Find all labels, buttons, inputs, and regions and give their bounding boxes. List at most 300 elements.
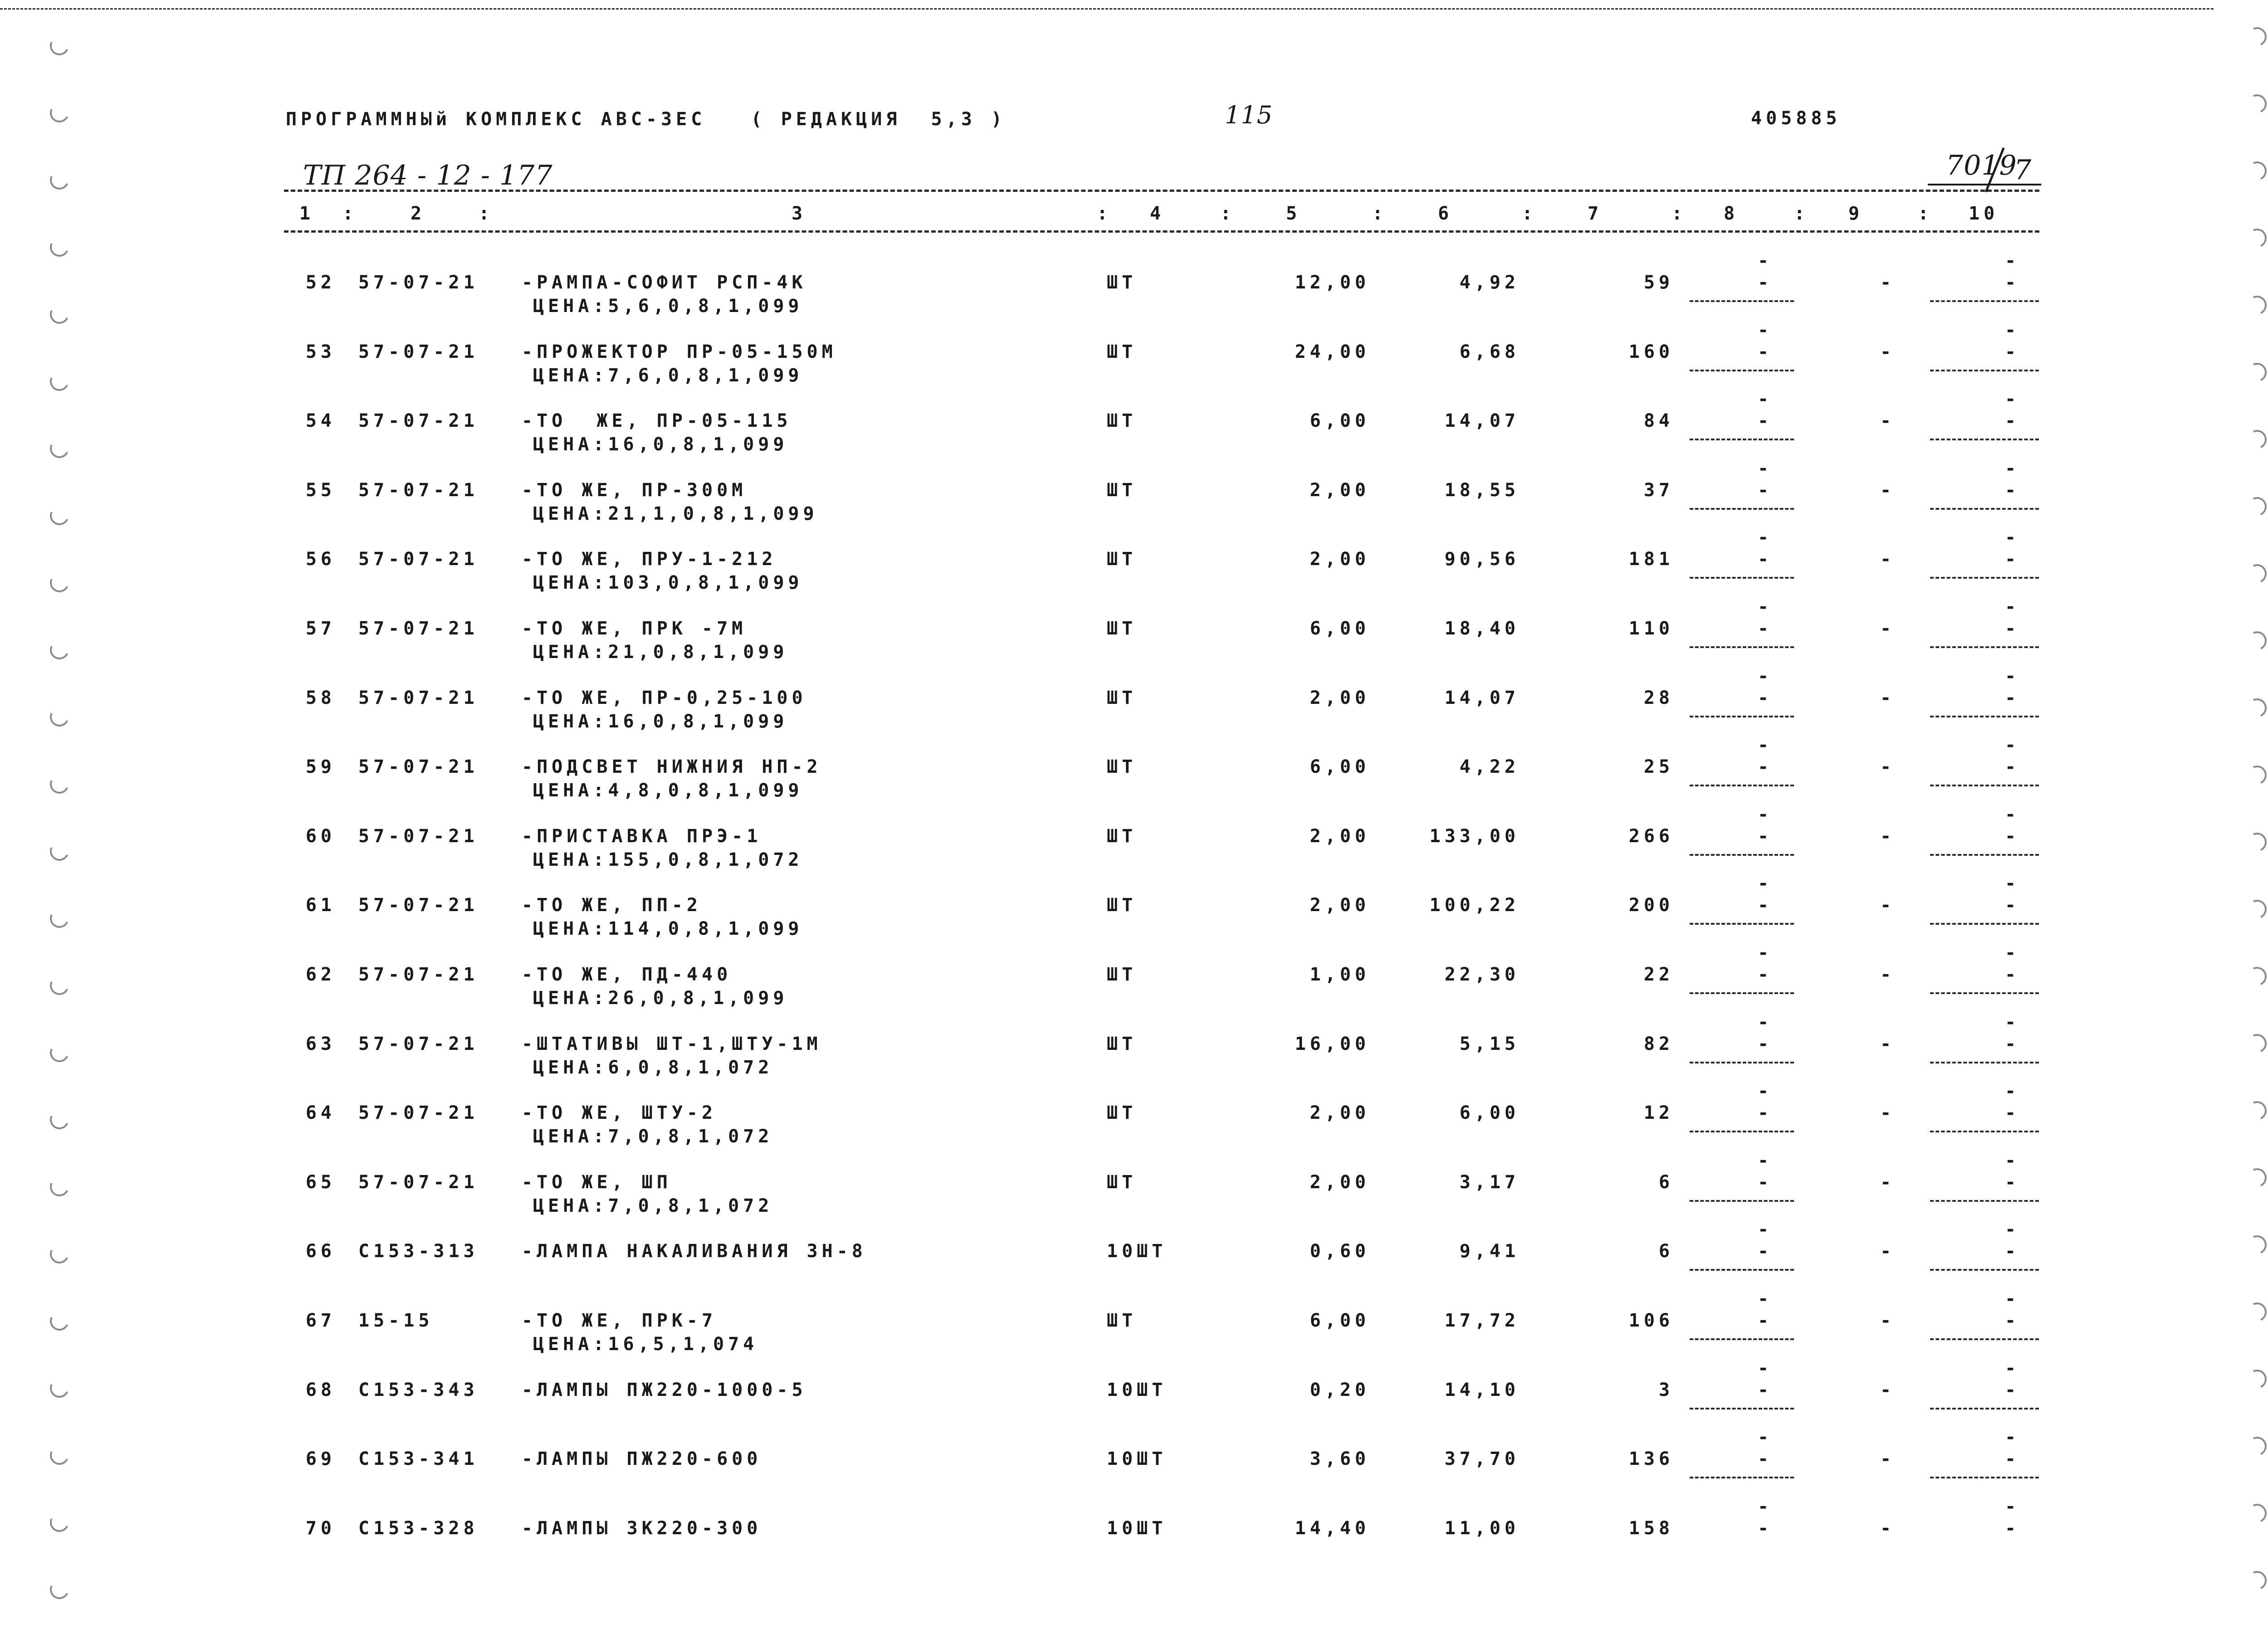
- col10-dash: -: [2005, 687, 2020, 708]
- col10-underline: [1930, 646, 2039, 648]
- col10-upper-dash: -: [2005, 527, 2020, 548]
- feed-hole-icon: [2245, 1300, 2268, 1324]
- col10-upper-dash: -: [2005, 319, 2020, 341]
- row-cost: 14,07: [1444, 687, 1520, 708]
- col8-underline: [1690, 439, 1794, 440]
- col8-upper-dash: -: [1758, 1081, 1773, 1102]
- row-price: ЦЕНА:16,0,8,1,099: [533, 711, 788, 732]
- col9-dash: -: [1880, 1102, 1896, 1124]
- row-total: 158: [1628, 1517, 1674, 1539]
- top-edge-line: [0, 8, 2214, 10]
- feed-hole-icon: [2245, 159, 2268, 183]
- row-code: 57-07-21: [358, 1102, 479, 1124]
- col8-dash: -: [1758, 687, 1773, 708]
- row-cost: 6,68: [1459, 341, 1520, 362]
- row-price: ЦЕНА:103,0,8,1,099: [533, 572, 803, 594]
- row-cost: 14,07: [1444, 410, 1520, 432]
- col8-dash: -: [1758, 825, 1773, 847]
- row-unit: ШТ: [1107, 895, 1137, 916]
- col8-underline: [1690, 577, 1794, 579]
- feed-hole-icon: [47, 503, 72, 528]
- col9-dash: -: [1880, 618, 1896, 639]
- col8-underline: [1690, 1269, 1794, 1271]
- col8-upper-dash: -: [1758, 527, 1773, 548]
- feed-hole-icon: [47, 168, 72, 192]
- doc-code: 405885: [1751, 108, 1841, 129]
- col8-underline: [1690, 1200, 1794, 1202]
- col8-upper-dash: -: [1758, 596, 1773, 617]
- row-qty: 0,60: [1310, 1241, 1370, 1262]
- feed-hole-icon: [47, 638, 72, 662]
- row-cost: 6,00: [1459, 1102, 1520, 1124]
- col10-dash: -: [2005, 825, 2020, 847]
- col9-dash: -: [1880, 410, 1896, 432]
- row-total: 136: [1628, 1449, 1674, 1470]
- row-price: ЦЕНА:16,0,8,1,099: [533, 434, 788, 455]
- row-code: 57-07-21: [358, 618, 479, 639]
- col-3: 3: [792, 203, 807, 224]
- row-number: 70: [305, 1517, 336, 1539]
- col8-dash: -: [1758, 1449, 1773, 1470]
- row-price: ЦЕНА:7,6,0,8,1,099: [533, 365, 803, 386]
- col9-dash: -: [1880, 1033, 1896, 1054]
- feed-hole-icon: [47, 1376, 72, 1400]
- row-cost: 133,00: [1429, 825, 1520, 847]
- col-sep-4: :: [1097, 203, 1112, 224]
- col8-upper-dash: -: [1758, 804, 1773, 825]
- row-name: -ЛАМПА НАКАЛИВАНИЯ ЗН-8: [522, 1241, 867, 1262]
- row-name: -ПРИСТАВКА ПРЭ-1: [522, 825, 762, 847]
- col10-upper-dash: -: [2005, 389, 2020, 410]
- col10-upper-dash: -: [2005, 1011, 2020, 1033]
- col8-upper-dash: -: [1758, 665, 1773, 687]
- col-sep-9: :: [1794, 203, 1809, 224]
- col8-upper-dash: -: [1758, 1496, 1773, 1517]
- col9-dash: -: [1880, 1241, 1896, 1262]
- col10-dash: -: [2005, 895, 2020, 916]
- col8-dash: -: [1758, 895, 1773, 916]
- col10-dash: -: [2005, 341, 2020, 362]
- row-unit: ШТ: [1107, 687, 1137, 708]
- col10-underline: [1930, 1408, 2039, 1410]
- row-price: ЦЕНА:21,0,8,1,099: [533, 642, 788, 663]
- col9-dash: -: [1880, 1449, 1896, 1470]
- row-code: 57-07-21: [358, 1033, 479, 1054]
- row-qty: 0,20: [1310, 1379, 1370, 1400]
- col10-underline: [1930, 300, 2039, 302]
- row-qty: 2,00: [1310, 687, 1370, 708]
- col10-upper-dash: -: [2005, 1357, 2020, 1379]
- col10-underline: [1930, 370, 2039, 371]
- row-price: ЦЕНА:26,0,8,1,099: [533, 988, 788, 1009]
- feed-hole-icon: [2245, 293, 2268, 317]
- col8-underline: [1690, 785, 1794, 786]
- feed-hole-icon: [47, 436, 72, 461]
- col10-dash: -: [2005, 1033, 2020, 1054]
- col10-dash: -: [2005, 1102, 2020, 1124]
- col10-dash: -: [2005, 410, 2020, 432]
- row-name: -ТО ЖЕ, ШП: [522, 1171, 672, 1193]
- col10-underline: [1930, 992, 2039, 994]
- row-number: 69: [305, 1449, 336, 1470]
- row-total: 110: [1628, 618, 1674, 639]
- col9-dash: -: [1880, 1171, 1896, 1193]
- row-cost: 90,56: [1444, 549, 1520, 570]
- feed-hole-icon: [2245, 897, 2268, 922]
- col8-dash: -: [1758, 549, 1773, 570]
- col10-underline: [1930, 1338, 2039, 1340]
- col8-underline: [1690, 1062, 1794, 1063]
- feed-hole-icon: [2245, 830, 2268, 854]
- col8-upper-dash: -: [1758, 942, 1773, 963]
- col8-underline: [1690, 1131, 1794, 1132]
- row-qty: 12,00: [1295, 272, 1370, 293]
- feed-hole-icon: [2245, 629, 2268, 653]
- col8-underline: [1690, 646, 1794, 648]
- feed-hole-icon: [2245, 1501, 2268, 1526]
- feed-hole-icon: [47, 1242, 72, 1266]
- col10-underline: [1930, 1200, 2039, 1202]
- col10-dash: -: [2005, 272, 2020, 293]
- row-name: -ЛАМПЫ ПЖ220-600: [522, 1449, 762, 1470]
- col8-underline: [1690, 300, 1794, 302]
- row-unit: ШТ: [1107, 964, 1137, 985]
- row-total: 82: [1643, 1033, 1674, 1054]
- col10-underline: [1930, 1131, 2039, 1132]
- col8-underline: [1690, 508, 1794, 510]
- feed-hole-icon: [47, 1175, 72, 1199]
- col8-upper-dash: -: [1758, 458, 1773, 479]
- feed-hole-icon: [2245, 1568, 2268, 1593]
- row-total: 160: [1628, 341, 1674, 362]
- row-number: 61: [305, 895, 336, 916]
- col8-dash: -: [1758, 1241, 1773, 1262]
- col-7: 7: [1588, 203, 1603, 224]
- col9-dash: -: [1880, 549, 1896, 570]
- col-1: 1: [299, 203, 315, 224]
- sheet-underline: [1928, 184, 2041, 185]
- col10-dash: -: [2005, 1310, 2020, 1331]
- row-unit: ШТ: [1107, 825, 1137, 847]
- col8-dash: -: [1758, 1171, 1773, 1193]
- row-qty: 6,00: [1310, 618, 1370, 639]
- col8-upper-dash: -: [1758, 389, 1773, 410]
- col9-dash: -: [1880, 1310, 1896, 1331]
- row-cost: 17,72: [1444, 1310, 1520, 1331]
- col10-underline: [1930, 508, 2039, 510]
- col8-upper-dash: -: [1758, 735, 1773, 756]
- col10-dash: -: [2005, 1379, 2020, 1400]
- row-unit: ШТ: [1107, 341, 1137, 362]
- row-name: -ТО ЖЕ, ПД-440: [522, 964, 732, 985]
- col8-dash: -: [1758, 479, 1773, 501]
- row-code: 57-07-21: [358, 272, 479, 293]
- col8-underline: [1690, 854, 1794, 856]
- row-total: 200: [1628, 895, 1674, 916]
- row-qty: 16,00: [1295, 1033, 1370, 1054]
- row-name: -ШТАТИВЫ ШТ-1,ШТУ-1М: [522, 1033, 822, 1054]
- row-code: 15-15: [358, 1310, 434, 1331]
- col8-dash: -: [1758, 1102, 1773, 1124]
- program-title: ПРОГРАММНЫй КОМПЛЕКС АВС-3ЕС ( РЕДАКЦИЯ 5,3 ): [286, 109, 1006, 130]
- col9-dash: -: [1880, 272, 1896, 293]
- col8-dash: -: [1758, 1517, 1773, 1539]
- col10-underline: [1930, 716, 2039, 717]
- row-number: 52: [305, 272, 336, 293]
- row-total: 28: [1643, 687, 1674, 708]
- row-name: -ТО ЖЕ, ПР-300М: [522, 479, 747, 501]
- col8-underline: [1690, 992, 1794, 994]
- row-cost: 37,70: [1444, 1449, 1520, 1470]
- row-total: 37: [1643, 479, 1674, 501]
- col8-underline: [1690, 923, 1794, 925]
- row-code: 57-07-21: [358, 756, 479, 778]
- row-qty: 2,00: [1310, 1102, 1370, 1124]
- row-name: -ЛАМПЫ ЗК220-300: [522, 1517, 762, 1539]
- row-cost: 100,22: [1429, 895, 1520, 916]
- row-number: 60: [305, 825, 336, 847]
- feed-hole-icon: [47, 906, 72, 931]
- row-cost: 22,30: [1444, 964, 1520, 985]
- row-cost: 3,17: [1459, 1171, 1520, 1193]
- col8-dash: -: [1758, 1033, 1773, 1054]
- col10-underline: [1930, 1477, 2039, 1478]
- col10-dash: -: [2005, 756, 2020, 778]
- sheet-sub: 7: [2014, 154, 2032, 186]
- col10-dash: -: [2005, 549, 2020, 570]
- row-unit: ШТ: [1107, 1033, 1137, 1054]
- col9-dash: -: [1880, 687, 1896, 708]
- row-total: 266: [1628, 825, 1674, 847]
- row-code: 57-07-21: [358, 895, 479, 916]
- col9-dash: -: [1880, 895, 1896, 916]
- col8-upper-dash: -: [1758, 1219, 1773, 1240]
- row-code: 57-07-21: [358, 410, 479, 432]
- row-qty: 2,00: [1310, 479, 1370, 501]
- feed-hole-icon: [47, 1309, 72, 1333]
- row-qty: 3,60: [1310, 1449, 1370, 1470]
- row-unit: ШТ: [1107, 549, 1137, 570]
- col8-dash: -: [1758, 1379, 1773, 1400]
- col8-dash: -: [1758, 410, 1773, 432]
- feed-hole-icon: [47, 235, 72, 259]
- row-unit: 10ШТ: [1107, 1517, 1167, 1539]
- col10-upper-dash: -: [2005, 1288, 2020, 1309]
- row-number: 64: [305, 1102, 336, 1124]
- row-total: 3: [1658, 1379, 1674, 1400]
- row-number: 53: [305, 341, 336, 362]
- row-total: 181: [1628, 549, 1674, 570]
- row-code: 57-07-21: [358, 1171, 479, 1193]
- row-unit: 10ШТ: [1107, 1379, 1167, 1400]
- row-qty: 6,00: [1310, 1310, 1370, 1331]
- row-cost: 9,41: [1459, 1241, 1520, 1262]
- col8-upper-dash: -: [1758, 1150, 1773, 1171]
- col9-dash: -: [1880, 341, 1896, 362]
- row-code: С153-313: [358, 1241, 479, 1262]
- row-unit: 10ШТ: [1107, 1449, 1167, 1470]
- col8-upper-dash: -: [1758, 1357, 1773, 1379]
- row-number: 65: [305, 1171, 336, 1193]
- col10-upper-dash: -: [2005, 1427, 2020, 1448]
- row-price: ЦЕНА:5,6,0,8,1,099: [533, 296, 803, 317]
- col10-upper-dash: -: [2005, 1081, 2020, 1102]
- row-number: 57: [305, 618, 336, 639]
- feed-hole-icon: [2245, 494, 2268, 519]
- feed-hole-icon: [2245, 1233, 2268, 1257]
- row-cost: 18,40: [1444, 618, 1520, 639]
- row-number: 68: [305, 1379, 336, 1400]
- row-total: 6: [1658, 1241, 1674, 1262]
- col10-upper-dash: -: [2005, 873, 2020, 894]
- col8-upper-dash: -: [1758, 1427, 1773, 1448]
- row-price: ЦЕНА:7,0,8,1,072: [533, 1195, 773, 1216]
- project-code: ТП 264 - 12 - 177: [303, 160, 553, 191]
- page-number: 115: [1225, 101, 1273, 129]
- row-code: 57-07-21: [358, 341, 479, 362]
- col-sep-10: :: [1918, 203, 1933, 224]
- col-10: 10: [1969, 203, 1999, 224]
- col10-underline: [1930, 1269, 2039, 1271]
- feed-hole-icon: [2245, 1098, 2268, 1123]
- row-unit: 10ШТ: [1107, 1241, 1167, 1262]
- col-sep-1: :: [342, 203, 358, 224]
- col10-upper-dash: -: [2005, 250, 2020, 271]
- col-sep-2: :: [479, 203, 494, 224]
- header-rule-bottom: [284, 230, 2039, 233]
- row-qty: 2,00: [1310, 825, 1370, 847]
- col-4: 4: [1150, 203, 1165, 224]
- feed-hole-icon: [47, 839, 72, 863]
- row-total: 25: [1643, 756, 1674, 778]
- sheet-number: 7019: [1946, 150, 2017, 181]
- row-name: -ПРОЖЕКТОР ПР-05-150М: [522, 341, 837, 362]
- row-price: ЦЕНА:16,5,1,074: [533, 1334, 758, 1355]
- row-total: 22: [1643, 964, 1674, 985]
- feed-hole-icon: [2245, 226, 2268, 250]
- row-cost: 5,15: [1459, 1033, 1520, 1054]
- row-unit: ШТ: [1107, 618, 1137, 639]
- col8-dash: -: [1758, 756, 1773, 778]
- col9-dash: -: [1880, 964, 1896, 985]
- feed-hole-icon: [47, 1040, 72, 1065]
- feed-hole-icon: [47, 101, 72, 125]
- col9-dash: -: [1880, 756, 1896, 778]
- col10-upper-dash: -: [2005, 735, 2020, 756]
- col9-dash: -: [1880, 1379, 1896, 1400]
- row-unit: ШТ: [1107, 479, 1137, 501]
- col8-underline: [1690, 370, 1794, 371]
- col-8: 8: [1724, 203, 1739, 224]
- row-total: 12: [1643, 1102, 1674, 1124]
- row-total: 84: [1643, 410, 1674, 432]
- feed-hole-icon: [2245, 1367, 2268, 1391]
- feed-hole-icon: [2245, 24, 2268, 49]
- row-price: ЦЕНА:114,0,8,1,099: [533, 918, 803, 940]
- row-price: ЦЕНА:6,0,8,1,072: [533, 1057, 773, 1078]
- feed-hole-icon: [2245, 696, 2268, 720]
- col10-dash: -: [2005, 1171, 2020, 1193]
- row-qty: 2,00: [1310, 549, 1370, 570]
- row-total: 106: [1628, 1310, 1674, 1331]
- col-5: 5: [1286, 203, 1301, 224]
- col8-dash: -: [1758, 272, 1773, 293]
- row-unit: ШТ: [1107, 410, 1137, 432]
- col8-upper-dash: -: [1758, 1288, 1773, 1309]
- row-number: 63: [305, 1033, 336, 1054]
- row-number: 62: [305, 964, 336, 985]
- row-price: ЦЕНА:7,0,8,1,072: [533, 1126, 773, 1147]
- feed-hole-icon: [47, 1510, 72, 1535]
- row-total: 6: [1658, 1171, 1674, 1193]
- col10-dash: -: [2005, 618, 2020, 639]
- feed-hole-icon: [2245, 360, 2268, 385]
- row-number: 67: [305, 1310, 336, 1331]
- col10-upper-dash: -: [2005, 1150, 2020, 1171]
- col-sep-7: :: [1522, 203, 1537, 224]
- feed-hole-icon: [47, 1577, 72, 1602]
- row-number: 58: [305, 687, 336, 708]
- feed-hole-icon: [47, 369, 72, 394]
- col10-upper-dash: -: [2005, 596, 2020, 617]
- row-name: -ЛАМПЫ ПЖ220-1000-5: [522, 1379, 807, 1400]
- col9-dash: -: [1880, 1517, 1896, 1539]
- col10-upper-dash: -: [2005, 458, 2020, 479]
- col8-dash: -: [1758, 618, 1773, 639]
- row-total: 59: [1643, 272, 1674, 293]
- feed-hole-icon: [47, 705, 72, 729]
- row-name: -ТО ЖЕ, ПРК -7М: [522, 618, 747, 639]
- col10-dash: -: [2005, 964, 2020, 985]
- col10-dash: -: [2005, 1517, 2020, 1539]
- col10-underline: [1930, 577, 2039, 579]
- col10-upper-dash: -: [2005, 1496, 2020, 1517]
- row-price: ЦЕНА:155,0,8,1,072: [533, 849, 803, 870]
- row-number: 55: [305, 479, 336, 501]
- feed-hole-icon: [47, 973, 72, 998]
- feed-hole-icon: [2245, 763, 2268, 787]
- row-qty: 2,00: [1310, 895, 1370, 916]
- feed-hole-icon: [2245, 427, 2268, 452]
- col-9: 9: [1848, 203, 1864, 224]
- col8-dash: -: [1758, 1310, 1773, 1331]
- feed-hole-icon: [2245, 1434, 2268, 1458]
- col-6: 6: [1438, 203, 1453, 224]
- row-code: С153-341: [358, 1449, 479, 1470]
- col8-underline: [1690, 1408, 1794, 1410]
- row-code: 57-07-21: [358, 549, 479, 570]
- row-unit: ШТ: [1107, 272, 1137, 293]
- row-unit: ШТ: [1107, 1310, 1137, 1331]
- feed-hole-icon: [2245, 561, 2268, 586]
- row-name: -ТО ЖЕ, ПР-05-115: [522, 410, 792, 432]
- row-cost: 18,55: [1444, 479, 1520, 501]
- row-name: -ТО ЖЕ, ШТУ-2: [522, 1102, 717, 1124]
- header-rule-top: [284, 190, 2039, 192]
- col8-upper-dash: -: [1758, 250, 1773, 271]
- row-code: 57-07-21: [358, 825, 479, 847]
- row-unit: ШТ: [1107, 1102, 1137, 1124]
- row-cost: 4,92: [1459, 272, 1520, 293]
- row-number: 54: [305, 410, 336, 432]
- col-sep-5: :: [1220, 203, 1236, 224]
- col8-dash: -: [1758, 964, 1773, 985]
- row-name: -ТО ЖЕ, ПРУ-1-212: [522, 549, 777, 570]
- col8-underline: [1690, 1477, 1794, 1478]
- col8-underline: [1690, 716, 1794, 717]
- col8-upper-dash: -: [1758, 1011, 1773, 1033]
- feed-hole-icon: [47, 1107, 72, 1132]
